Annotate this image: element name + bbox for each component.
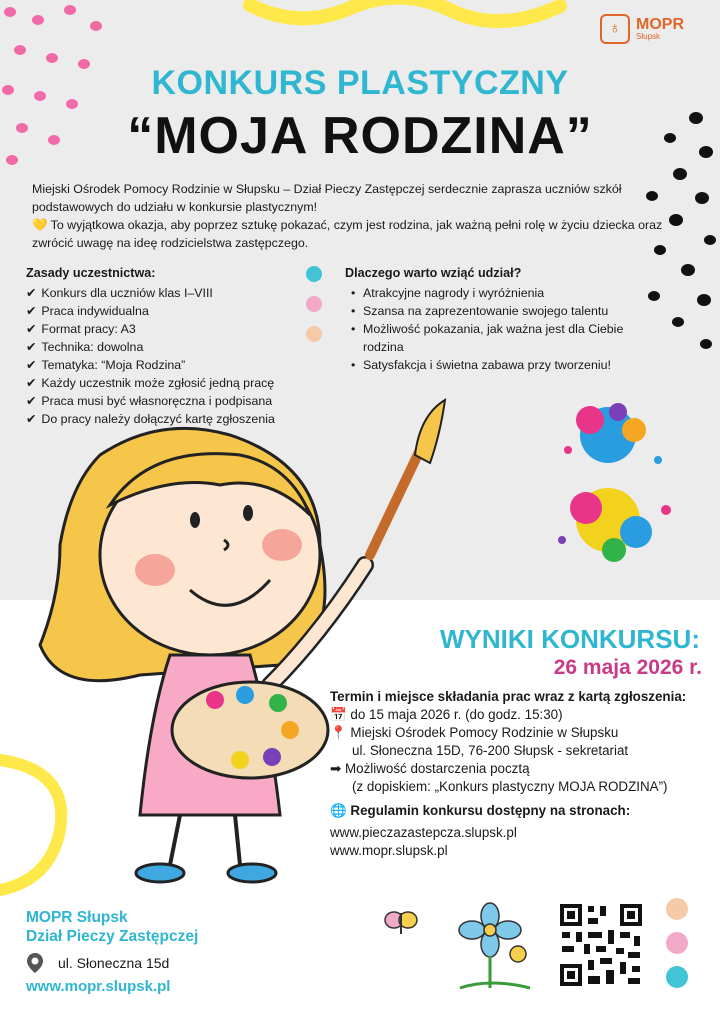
url-pieczazastepcza[interactable]: www.pieczazastepcza.slupsk.pl bbox=[330, 825, 517, 840]
why-item: • Możliwość pokazania, jak ważna jest dla Ciebie rodzina bbox=[345, 320, 625, 356]
mopr-logo bbox=[600, 14, 684, 44]
rules-item: ✔ Konkurs dla uczniów klas I–VIII bbox=[26, 284, 326, 302]
why-item: • Satysfakcja i świetna zabawa przy tworzeniu! bbox=[345, 356, 625, 374]
paint-splash-illustration bbox=[548, 390, 698, 590]
footer-address bbox=[26, 952, 169, 974]
mail-line-2: (z dopiskiem: „Konkurs plastyczny MOJA RODZINA”) bbox=[352, 779, 668, 794]
rules-item: ✔ Do pracy należy dołączyć kartę zgłoszenia bbox=[26, 410, 326, 428]
rules-item: ✔ Praca indywidualna bbox=[26, 302, 326, 320]
rules-item: ✔ Praca musi być własnoręczna i podpisana bbox=[26, 392, 326, 410]
url-mopr[interactable]: www.mopr.slupsk.pl bbox=[330, 843, 448, 858]
results-date: 26 maja 2026 r. bbox=[553, 656, 702, 679]
qr-code[interactable] bbox=[558, 902, 644, 988]
why-section bbox=[345, 264, 625, 374]
results-title: WYNIKI KONKURSU: bbox=[440, 624, 700, 654]
footer-org-line2: Dział Pieczy Zastępczej bbox=[26, 928, 199, 945]
peach-dot bbox=[306, 326, 322, 342]
logo-icon: ♁ bbox=[600, 14, 630, 44]
place-line-1: Miejski Ośrodek Pomocy Rodzinie w Słupsku bbox=[350, 725, 619, 740]
rules-heading: Zasady uczestnictwa: bbox=[26, 266, 156, 280]
globe-icon: 🌐 bbox=[330, 803, 347, 818]
footer-org bbox=[26, 908, 198, 946]
pin-icon: 📍 bbox=[330, 725, 347, 740]
arrow-icon: ➡ bbox=[330, 761, 342, 776]
page-title-line1: KONKURS PLASTYCZNY bbox=[151, 64, 569, 102]
rules-item: ✔ Tematyka: “Moja Rodzina” bbox=[26, 356, 326, 374]
flower-icon bbox=[450, 898, 540, 994]
footer-org-line1: MOPR Słupsk bbox=[26, 909, 128, 926]
why-item: • Szansa na zaprezentowanie swojego talentu bbox=[345, 302, 625, 320]
deadline-text: do 15 maja 2026 r. (do godz. 15:30) bbox=[350, 707, 563, 722]
footer-address-text: ul. Słoneczna 15d bbox=[58, 955, 170, 971]
footer-website[interactable]: www.mopr.slupsk.pl bbox=[26, 978, 171, 995]
peach-dot-bottom bbox=[666, 898, 688, 920]
why-item: • Atrakcyjne nagrody i wyróżnienia bbox=[345, 284, 625, 302]
heart-icon: 💛 bbox=[32, 218, 48, 232]
rules-item: ✔ Każdy uczestnik może zgłosić jedną pracę bbox=[26, 374, 326, 392]
calendar-icon: 📅 bbox=[330, 707, 347, 722]
place-line-2: ul. Słoneczna 15D, 76-200 Słupsk - sekretariat bbox=[352, 743, 629, 758]
mail-line-1: Możliwość dostarczenia pocztą bbox=[344, 761, 530, 776]
rules-link-heading: Regulamin konkursu dostępny na stronach: bbox=[350, 803, 631, 818]
pink-dot-bottom bbox=[666, 932, 688, 954]
yellow-squiggle-top bbox=[240, 0, 600, 40]
page-title-line2: “MOJA RODZINA” bbox=[127, 107, 593, 165]
why-heading: Dlaczego warto wziąć udział? bbox=[345, 266, 522, 280]
rules-item: ✔ Format pracy: A3 bbox=[26, 320, 326, 338]
logo-subtext: Słupsk bbox=[636, 32, 661, 41]
butterfly-icon bbox=[384, 908, 418, 938]
intro-paragraph-1: Miejski Ośrodek Pomocy Rodzinie w Słupsku – Dział Pieczy Zastępczej serdecznie zaprasza uczniów szkół podstawowych do udziału w konkursie plastycznym! bbox=[32, 182, 622, 214]
intro-text bbox=[32, 180, 672, 252]
blue-dot bbox=[306, 266, 322, 282]
intro-paragraph-2: To wyjątkowa okazja, aby poprzez sztukę pokazać, czym jest rodzina, jak ważną pełni rolę w życiu dziecka oraz zwrócić uwagę na ideę rodzicielstwa zastępczego. bbox=[32, 218, 663, 250]
submission-heading: Termin i miejsce składania prac wraz z kartą zgłoszenia: bbox=[330, 689, 687, 704]
pink-dot bbox=[306, 296, 322, 312]
location-pin-icon bbox=[26, 952, 44, 974]
logo-text: MOPR bbox=[636, 16, 684, 33]
rules-item: ✔ Technika: dowolna bbox=[26, 338, 326, 356]
submission-info bbox=[330, 688, 690, 860]
blue-dot-bottom bbox=[666, 966, 688, 988]
